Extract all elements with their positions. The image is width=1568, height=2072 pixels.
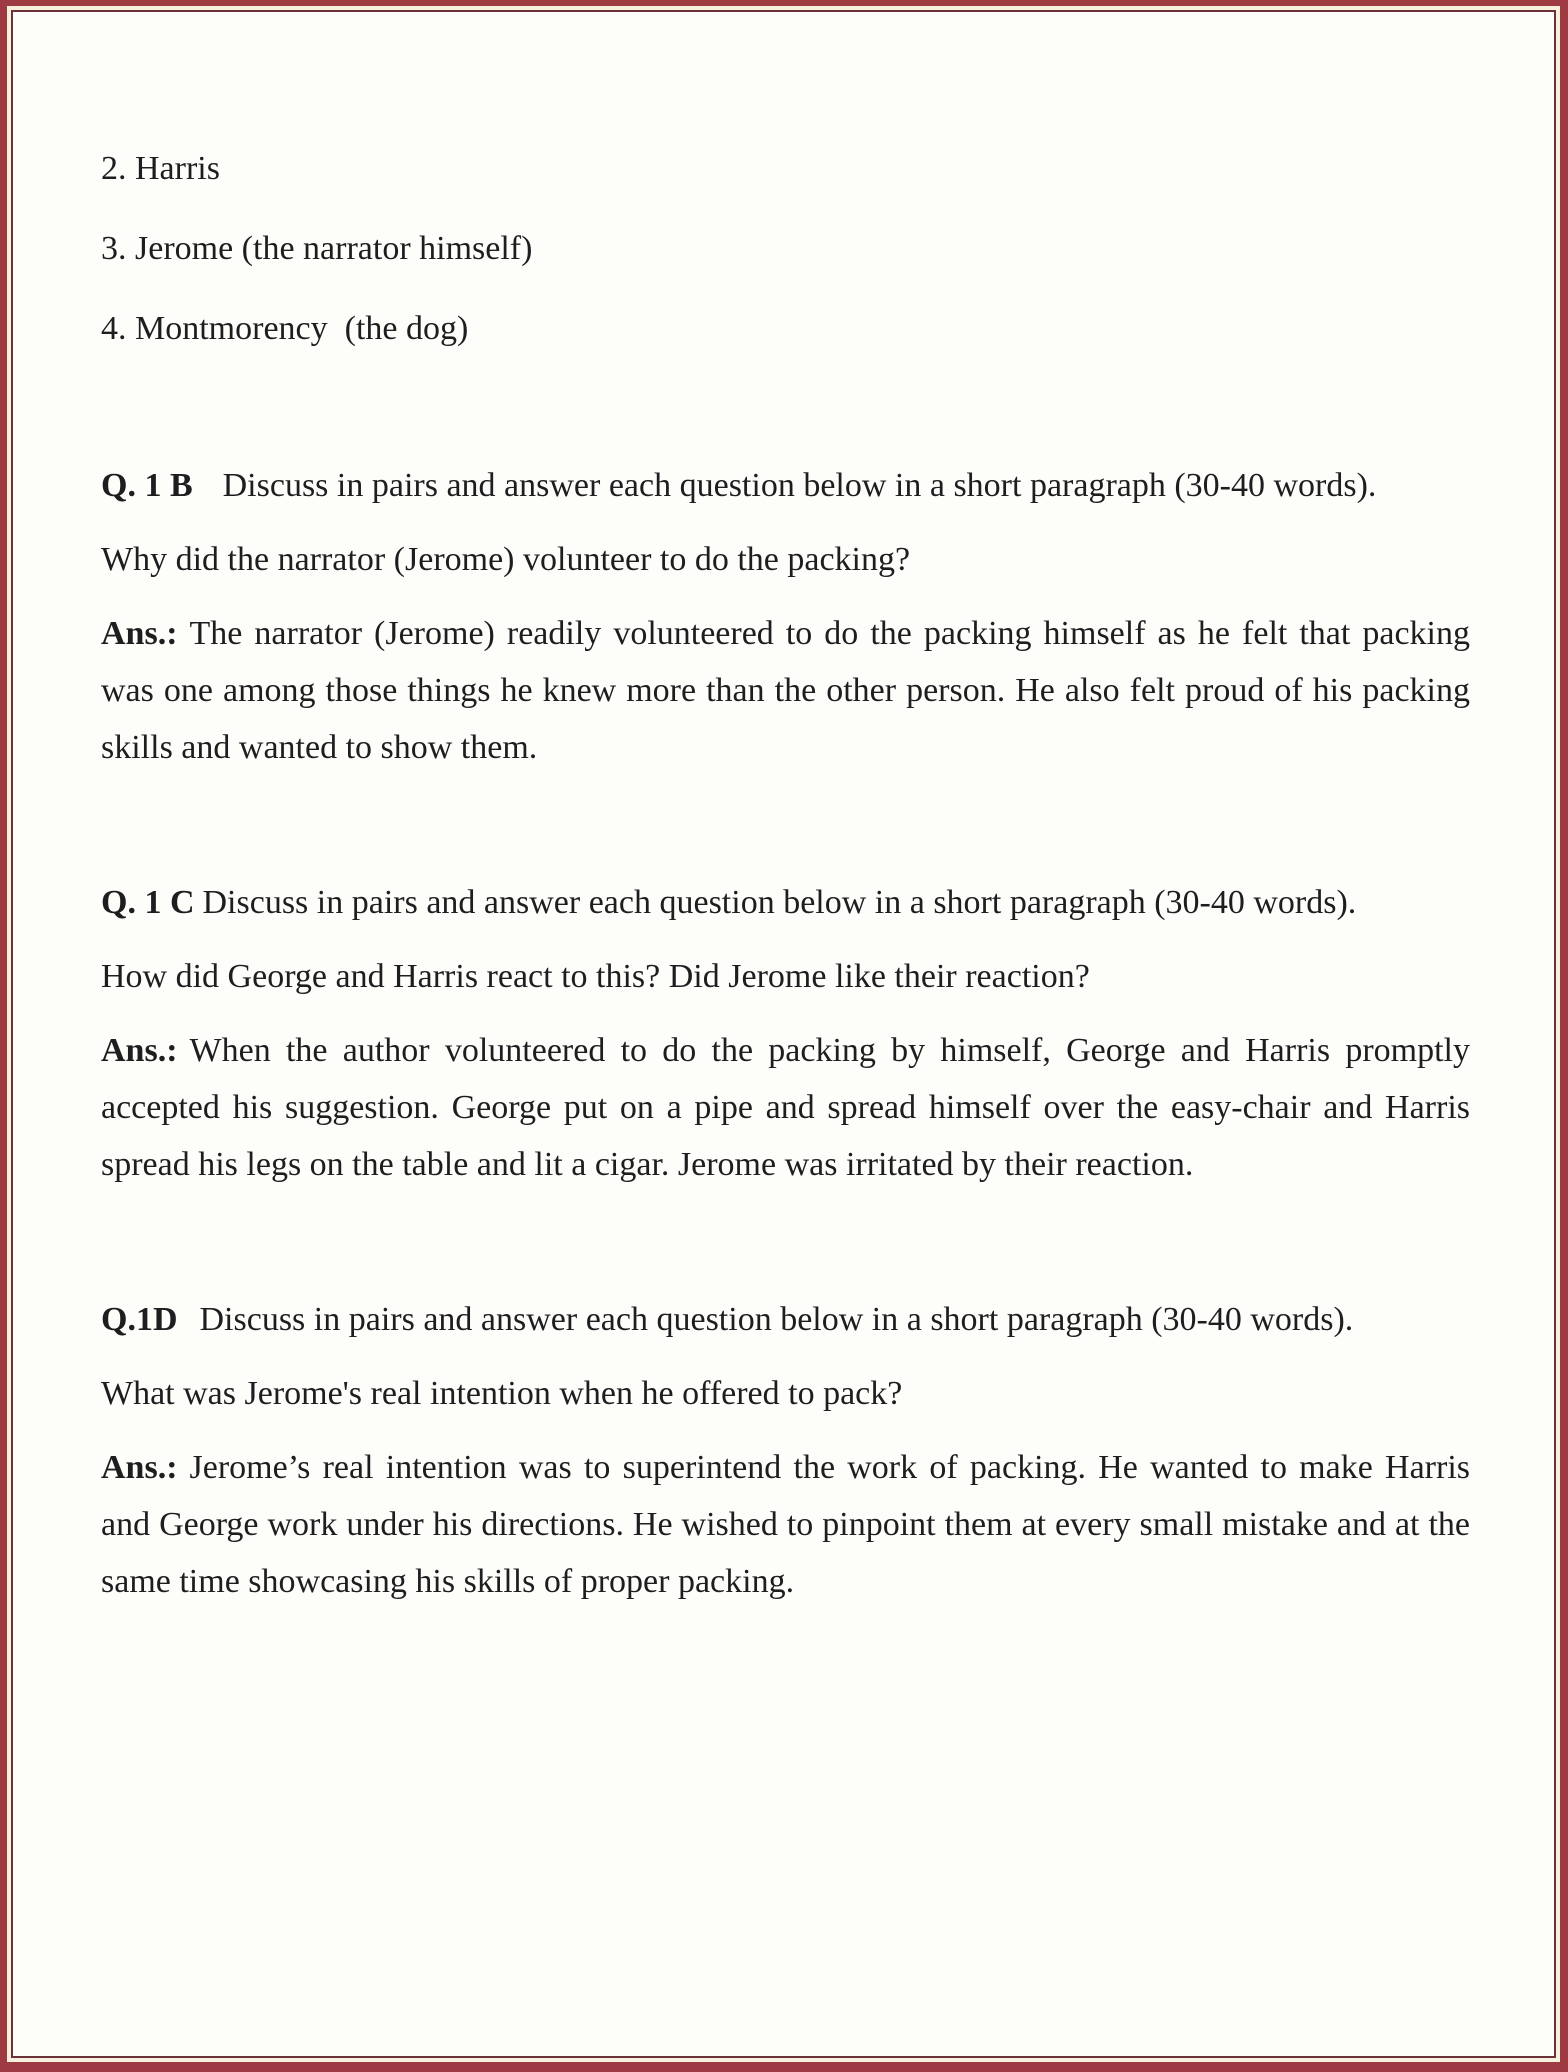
answer-text: Jerome’s real intention was to superintend the work of packing. He wanted to make Harris and George work under his directions. He wished to pinpoint them at every small mistake and at the same time showcasing his skills of proper packing. (101, 1449, 1470, 1600)
question-heading (101, 457, 1470, 514)
question-instruction: Discuss in pairs and answer each question below in a short paragraph (30-40 words). (199, 1301, 1354, 1338)
answer-text: The narrator (Jerome) readily volunteered to do the packing himself as he felt that packing was one among those things he knew more than the other person. He also felt proud of his packing skills and wanted to show them. (101, 615, 1470, 766)
qa-section-1d (101, 1291, 1470, 1610)
page-content (13, 12, 1554, 1610)
answer-text: When the author volunteered to do the packing by himself, George and Harris promptly accepted his suggestion. George put on a pipe and spread himself over the easy-chair and Harris spread his legs on the table and lit a cigar. Jerome was irritated by their reaction. (101, 1032, 1470, 1183)
question-text: How did George and Harris react to this? Did Jerome like their reaction? (101, 958, 1090, 995)
question-heading (101, 1291, 1470, 1348)
question-instruction: Discuss in pairs and answer each question below in a short paragraph (30-40 words). (202, 884, 1357, 921)
question-text: What was Jerome's real intention when he offered to pack? (101, 1375, 903, 1412)
question-heading (101, 874, 1470, 931)
answer-paragraph (101, 1022, 1470, 1193)
character-list (101, 140, 1470, 357)
question-number-label: Q. 1 B (101, 467, 193, 504)
question-instruction: Discuss in pairs and answer each question below in a short paragraph (30-40 words). (222, 467, 1377, 504)
question-text: Why did the narrator (Jerome) volunteer to do the packing? (101, 541, 911, 578)
question-number-label: Q. 1 C (101, 884, 195, 921)
answer-label: Ans.: (101, 1032, 178, 1069)
qa-section-1c (101, 874, 1470, 1193)
answer-label: Ans.: (101, 615, 178, 652)
list-item: 3. Jerome (the narrator himself) (101, 230, 533, 267)
answer-paragraph (101, 605, 1470, 776)
qa-section-1b (101, 457, 1470, 776)
answer-label: Ans.: (101, 1449, 178, 1486)
question-number-label: Q.1D (101, 1301, 178, 1338)
paper-sheet (11, 10, 1556, 2058)
list-item: 2. Harris (101, 150, 220, 187)
list-item: 4. Montmorency (the dog) (101, 310, 469, 347)
answer-paragraph (101, 1439, 1470, 1610)
